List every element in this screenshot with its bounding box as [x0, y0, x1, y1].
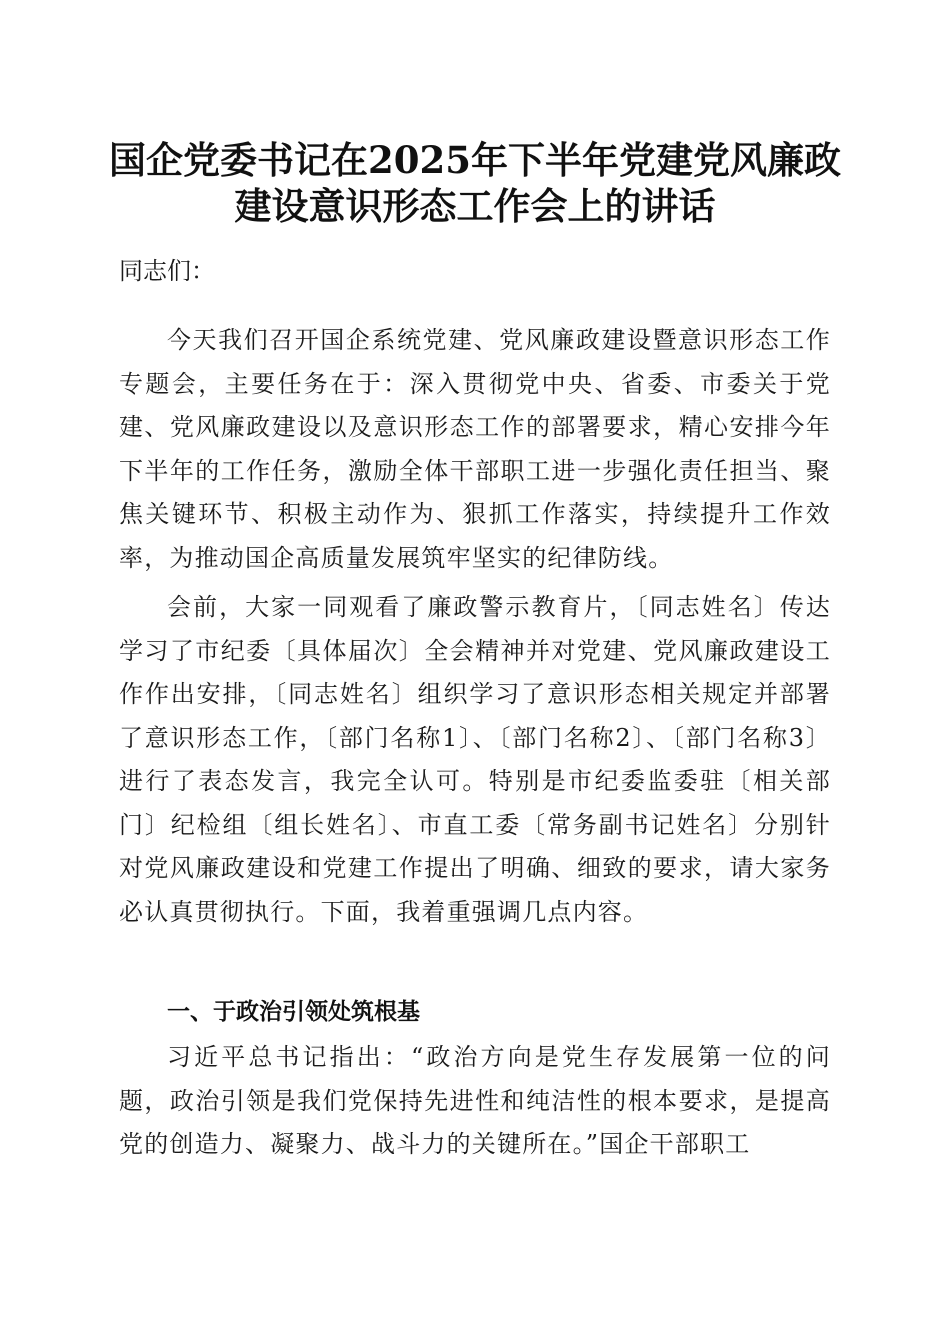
document-title-line-1: 国企党委书记在2025年下半年党建党风廉政: [109, 138, 841, 182]
paragraph-3: 习近平总书记指出：“政治方向是党生存发展第一位的问题，政治引领是我们党保持先进性和纯洁性的根本要求，是提高党的创造力、凝聚力、战斗力的关键所在。”国企干部职工: [119, 1043, 831, 1158]
document-title-line-2: 建设意识形态工作会上的讲话: [234, 184, 716, 228]
paragraph-2: 会前，大家一同观看了廉政警示教育片，〔同志姓名〕传达学习了市纪委〔具体届次〕全会精神并对党建、党风廉政建设工作作出安排，〔同志姓名〕组织学习了意识形态相关规定并部署了意识形态工作，〔部门名称1〕、〔部门名称2〕、〔部门名称3〕进行了表态发言，我完全认可。特别是市纪委监委驻〔相关部门〕纪检组〔组长姓名〕、市直工委〔常务副书记姓名〕分别针对党风廉政建设和党建工作提出了明确、细致的要求，请大家务必认真贯彻执行。下面，我着重强调几点内容。: [119, 593, 831, 926]
paragraph-1: 今天我们召开国企系统党建、党风廉政建设暨意识形态工作专题会，主要任务在于：深入贯彻党中央、省委、市委关于党建、党风廉政建设以及意识形态工作的部署要求，精心安排今年下半年的工作任务，激励全体干部职工进一步强化责任担当、聚焦关键环节、积极主动作为、狠抓工作落实，持续提升工作效率，为推动国企高质量发展筑牢坚实的纪律防线。: [119, 326, 831, 572]
section-1-heading: 一、于政治引领处筑根基: [167, 999, 420, 1025]
salutation: 同志们：: [119, 257, 215, 285]
